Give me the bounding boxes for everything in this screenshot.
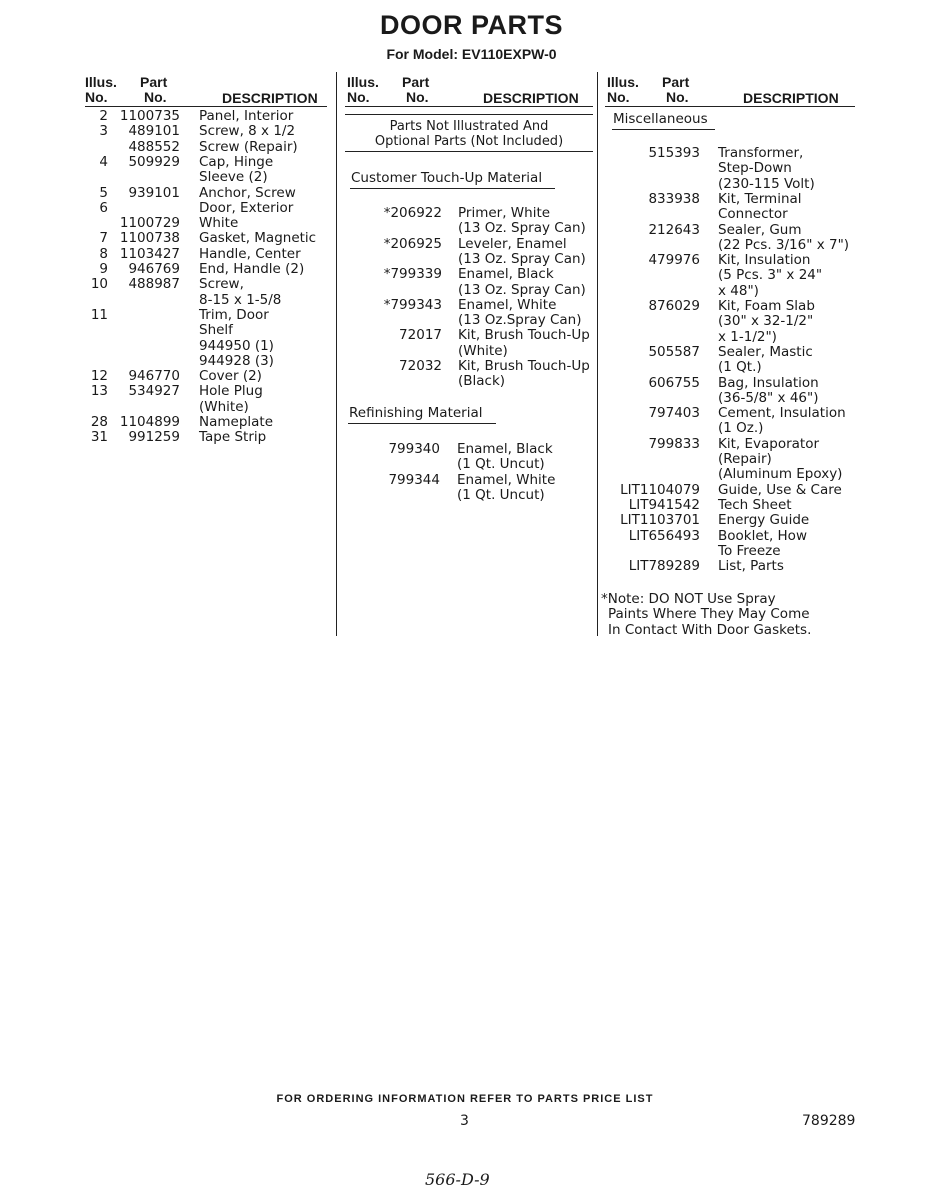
part-number: 606755: [648, 374, 700, 391]
part-description: (13 Oz. Spray Can): [458, 281, 586, 298]
part-description: End, Handle (2): [199, 261, 305, 277]
part-description: Sealer, Mastic: [718, 343, 813, 360]
part-description: (White): [199, 398, 249, 415]
part-number: *799343: [383, 296, 442, 313]
part-description: (13 Oz. Spray Can): [458, 250, 586, 267]
part-description: (5 Pcs. 3" x 24": [718, 267, 823, 284]
col3-part-header: Part No.: [662, 74, 690, 105]
part-description: To Freeze: [718, 542, 781, 559]
handwritten-note: 566-D-9: [425, 1170, 490, 1189]
part-description: x 1-1/2"): [718, 328, 777, 345]
illus-number: 9: [99, 261, 108, 277]
part-number: 799833: [648, 435, 700, 452]
part-description: Energy Guide: [718, 512, 810, 529]
part-description: Leveler, Enamel: [458, 235, 567, 252]
part-description: Kit, Insulation: [718, 252, 811, 269]
part-number: 833938: [648, 190, 700, 207]
part-description: x 48"): [718, 282, 759, 299]
part-number: 946769: [128, 261, 180, 277]
misc-title-rule: [612, 129, 715, 130]
col1-part-header: Part No.: [140, 74, 168, 105]
part-description: Nameplate: [199, 414, 274, 430]
spray-paint-note: *Note: DO NOT Use Spray Paints Where They May Come In Contact With Door Gaskets.: [601, 591, 812, 638]
illus-number: 2: [99, 108, 108, 124]
touchup-section-title: Customer Touch-Up Material: [351, 170, 543, 186]
part-description: Cover (2): [199, 368, 262, 385]
part-description: (Aluminum Epoxy): [718, 466, 843, 483]
part-description: (13 Oz. Spray Can): [458, 220, 586, 237]
illus-number: 5: [99, 184, 108, 201]
illus-number: 11: [90, 306, 108, 323]
touchup-title-rule: [350, 188, 555, 189]
part-description: (Repair): [718, 451, 772, 467]
illus-number: 31: [90, 429, 108, 446]
part-number: LIT789289: [628, 558, 700, 575]
col2-header-rule: [345, 106, 593, 107]
col2-illus-header: Illus. No.: [347, 74, 379, 105]
refinish-title-rule: [348, 423, 496, 424]
part-number: 1104899: [119, 414, 180, 430]
part-description: Cap, Hinge: [199, 153, 274, 170]
part-number: 534927: [128, 383, 180, 400]
part-description: (230-115 Volt): [718, 175, 815, 192]
illus-number: 8: [99, 245, 108, 262]
illus-number: 12: [90, 368, 108, 385]
part-description: Trim, Door: [199, 306, 269, 323]
part-number: 212643: [648, 221, 700, 238]
part-description: Sleeve (2): [199, 169, 268, 186]
part-number: 489101: [128, 123, 180, 140]
illus-number: 6: [99, 199, 108, 216]
part-description: Door, Exterior: [199, 199, 294, 216]
part-description: (22 Pcs. 3/16" x 7"): [718, 236, 850, 253]
part-number: 1100738: [119, 230, 180, 247]
part-description: Bag, Insulation: [718, 374, 819, 391]
page-title: DOOR PARTS: [379, 10, 563, 40]
part-description: Enamel, White: [458, 296, 557, 313]
part-description: Tech Sheet: [718, 496, 792, 513]
box-bottom-rule: [345, 151, 593, 152]
part-description: White: [199, 215, 239, 232]
part-description: Screw (Repair): [199, 138, 298, 155]
part-number: 505587: [648, 343, 700, 360]
part-description: Enamel, Black: [457, 441, 553, 457]
part-number: LIT1103701: [620, 512, 700, 529]
part-description: Kit, Foam Slab: [718, 298, 815, 314]
part-description: Guide, Use & Care: [718, 481, 842, 498]
col3-header-rule: [605, 106, 855, 107]
part-number: 488552: [128, 138, 180, 155]
document-number: 789289: [802, 1113, 856, 1129]
part-number: 797403: [648, 405, 700, 422]
col2-part-header: Part No.: [402, 74, 430, 105]
part-description: Connector: [718, 206, 788, 223]
col1-illus-header: Illus. No.: [85, 74, 117, 105]
part-description: Kit, Brush Touch-Up: [458, 327, 590, 344]
part-number: 799340: [388, 441, 440, 457]
part-description: (30" x 32-1/2": [718, 313, 814, 330]
part-number: 479976: [648, 252, 700, 269]
ordering-info: FOR ORDERING INFORMATION REFER TO PARTS PRICE LIST: [276, 1093, 654, 1105]
part-number: 876029: [648, 298, 700, 314]
part-description: Screw, 8 x 1/2: [199, 123, 296, 140]
part-description: Handle, Center: [199, 245, 301, 262]
illus-number: 28: [90, 414, 108, 430]
illus-number: 10: [90, 276, 108, 293]
optional-parts-note: Parts Not Illustrated And Optional Parts (Not Included): [374, 119, 564, 149]
part-number: 509929: [128, 153, 180, 170]
part-description: (36-5/8" x 46"): [718, 389, 819, 406]
col3-desc-header: DESCRIPTION: [743, 90, 839, 106]
part-description: Primer, White: [458, 205, 551, 221]
part-description: (13 Oz.Spray Can): [458, 312, 582, 329]
illus-number: 3: [99, 123, 108, 140]
part-description: Panel, Interior: [199, 108, 294, 124]
col1-header-rule: [85, 106, 327, 107]
part-description: Tape Strip: [199, 429, 267, 446]
part-number: 515393: [648, 145, 700, 161]
part-description: Anchor, Screw: [199, 184, 296, 201]
box-top-rule: [345, 114, 593, 115]
part-description: Screw,: [199, 276, 244, 293]
part-description: Transformer,: [718, 145, 804, 161]
part-description: 944950 (1): [199, 337, 274, 354]
col1-desc-header: DESCRIPTION: [222, 90, 318, 106]
part-description: Enamel, Black: [458, 266, 554, 283]
part-number: LIT656493: [628, 527, 700, 544]
illus-number: 4: [99, 153, 108, 170]
page-number: 3: [460, 1113, 469, 1129]
part-description: 8-15 x 1-5/8: [199, 291, 282, 308]
part-number: 1100729: [119, 215, 180, 232]
part-description: Hole Plug: [199, 383, 263, 400]
part-number: 488987: [128, 276, 180, 293]
refinish-section-title: Refinishing Material: [349, 405, 483, 421]
part-description: Enamel, White: [457, 471, 556, 488]
part-number: LIT1104079: [620, 481, 700, 498]
part-description: Cement, Insulation: [718, 405, 846, 422]
part-description: Gasket, Magnetic: [199, 230, 317, 247]
part-number: 799344: [388, 471, 440, 488]
part-number: LIT941542: [628, 496, 700, 513]
part-description: Booklet, How: [718, 527, 807, 544]
part-number: 1100735: [119, 108, 180, 124]
part-description: (1 Qt.): [718, 359, 762, 376]
part-number: *206925: [383, 235, 442, 252]
part-description: Sealer, Gum: [718, 221, 802, 238]
misc-section-title: Miscellaneous: [613, 111, 708, 127]
part-description: (1 Qt. Uncut): [457, 456, 545, 473]
part-description: 944928 (3): [199, 352, 274, 369]
part-description: Shelf: [199, 322, 233, 339]
part-number: 72032: [399, 358, 442, 374]
model-subtitle: For Model: EV110EXPW-0: [386, 46, 557, 62]
part-number: 72017: [399, 327, 442, 344]
part-number: 1103427: [119, 245, 180, 262]
col2-desc-header: DESCRIPTION: [483, 90, 579, 106]
part-description: Step-Down: [718, 160, 792, 177]
part-description: (Black): [458, 373, 506, 390]
illus-number: 13: [90, 383, 108, 400]
part-description: (1 Oz.): [718, 420, 764, 437]
column-divider-right: [597, 72, 598, 636]
part-number: 939101: [128, 184, 180, 201]
part-description: Kit, Evaporator: [718, 435, 820, 452]
part-number: 991259: [128, 429, 180, 446]
part-number: *206922: [383, 205, 442, 221]
part-number: 946770: [128, 368, 180, 385]
illus-number: 7: [99, 230, 108, 247]
part-description: Kit, Brush Touch-Up: [458, 358, 590, 374]
part-description: (1 Qt. Uncut): [457, 486, 545, 503]
col3-illus-header: Illus. No.: [607, 74, 639, 105]
part-description: List, Parts: [718, 558, 784, 575]
column-divider-left: [336, 72, 337, 636]
part-description: Kit, Terminal: [718, 190, 802, 207]
part-description: (White): [458, 342, 508, 359]
part-number: *799339: [383, 266, 442, 283]
